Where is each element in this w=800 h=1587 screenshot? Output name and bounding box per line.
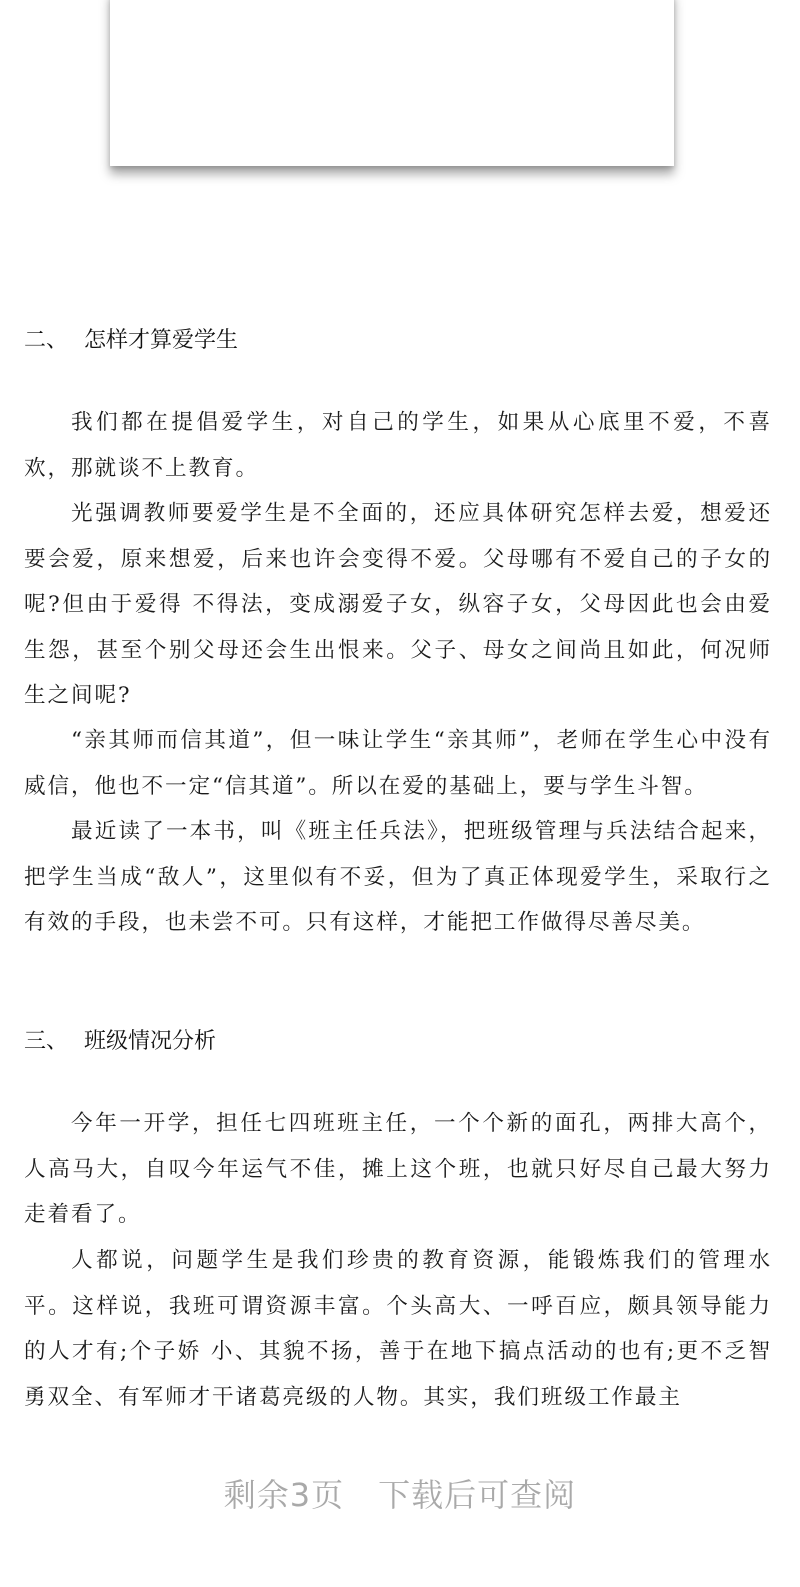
- paragraph: 今年一开学，担任七四班班主任，一个个新的面孔，两排大高个，人高马大，自叹今年运气不佳，摊上这个班，也就只好尽自己最大努力走着看了。: [24, 1111, 772, 1227]
- paragraph: 最近读了一本书，叫《班主任兵法》，把班级管理与兵法结合起来，把学生当成“敌人”，这里似有不妥，但为了真正体现爱学生，采取行之有效的手段，也未尝不可。只有这样，才能把工作做得尽善尽美。: [24, 819, 772, 935]
- download-prompt[interactable]: [0, 1470, 800, 1516]
- paragraph: 人都说，问题学生是我们珍贵的教育资源，能锻炼我们的管理水平。这样说，我班可谓资源丰富。个头高大、一呼百应，颇具领导能力的人才有;个子娇 小、其貌不扬，善于在地下搞点活动的也有;更不乏智勇双全、有军师才干诸葛亮级的人物。其实，我们班级工作最主: [24, 1248, 772, 1410]
- section-heading-2: [24, 326, 238, 356]
- section-number: 二、: [24, 328, 69, 353]
- section-title: 怎样才算爱学生: [84, 328, 239, 353]
- paragraph: 光强调教师要爱学生是不全面的，还应具体研究怎样去爱，想爱还要会爱，原来想爱，后来也许会变得不爱。父母哪有不爱自己的子女的呢?但由于爱得 不得法，变成溺爱子女，纵容子女，父母因此也会由爱生怨，甚至个别父母还会生出恨来。父子、母女之间尚且如此，何况师生之间呢?: [24, 501, 772, 708]
- section-number: 三、: [24, 1029, 69, 1054]
- download-to-view-text: 下载后可查阅: [378, 1476, 577, 1514]
- section-title: 班级情况分析: [84, 1029, 217, 1054]
- section-heading-3: [24, 1027, 216, 1057]
- remaining-pages-text: 剩余3页: [223, 1476, 345, 1514]
- paragraph: 我们都在提倡爱学生，对自己的学生，如果从心底里不爱，不喜欢，那就谈不上教育。: [24, 410, 772, 481]
- paragraph: “亲其师而信其道”，但一味让学生“亲其师”，老师在学生心中没有威信，他也不一定“信其道”。所以在爱的基础上，要与学生斗智。: [24, 728, 772, 799]
- previous-page-card: [110, 0, 674, 166]
